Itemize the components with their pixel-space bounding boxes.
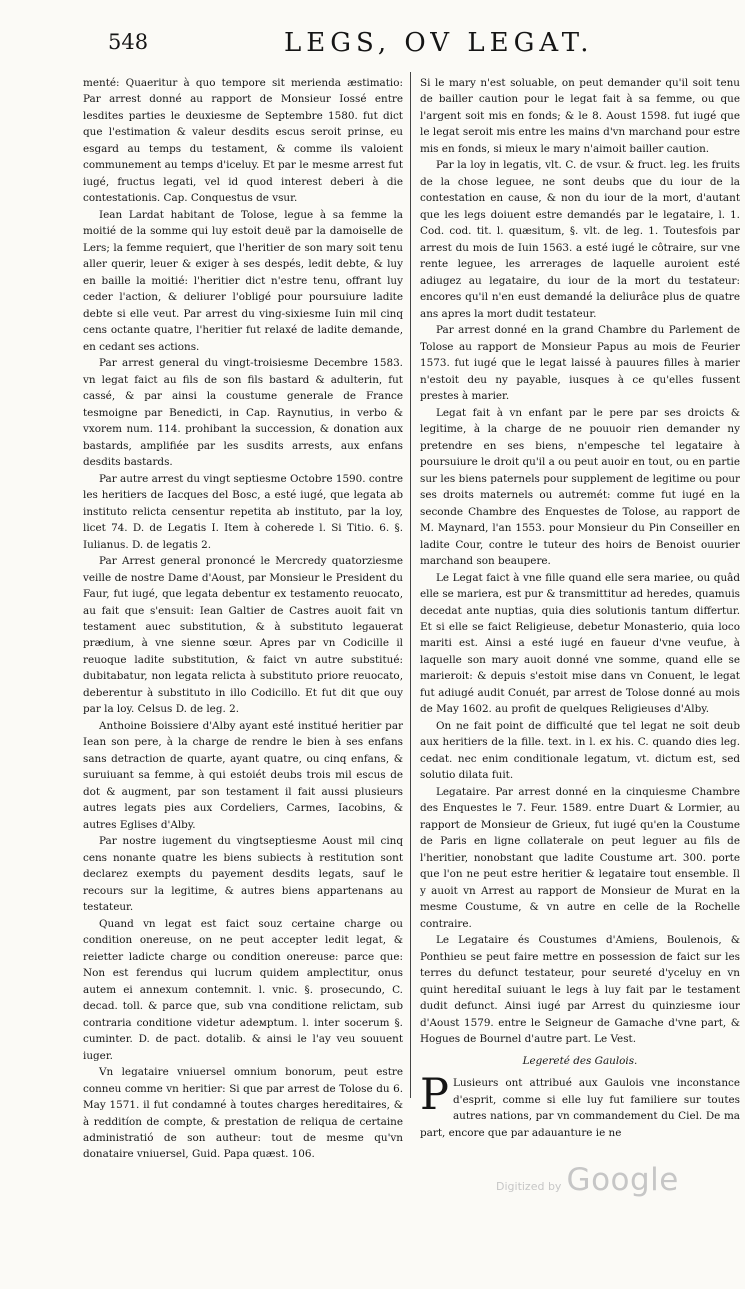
paragraph: Par arrest general du vingt-troisiesme Decembre 1583. vn legat faict au fils de son fils bastard & adulterin, fut cassé, & par ainsi la coustume generale de France tesmoigne par Benedicti, in Cap. Raynutius, in verbo & vxorem num. 114. prohibant la succession, & donation aux bastards, amplifiée par les susdits arrests, aux enfans desdits bastards.: [83, 357, 403, 469]
paragraph: Vn legataire vniuersel omnium bonorum, peut estre conneu comme vn heritier: Si que par arrest de Tolose du 6. May 1571. il fut condamné à toutes charges hereditaires, & à redditíon de compte, & prestation de reliqua de certaine administratió de son autheur: tout de mesme qu'vn donataire vniuersel, Guid. Papa quæst. 106.: [83, 1066, 403, 1161]
paragraph: Quand vn legat est faict souz certaine charge ou condition onereuse, on ne peut accepter ledit legat, & reietter ladicte charge ou condition onereuse: parce que: Non est ferendus qui lucrum quidem amplectitur, onus autem ei annexum contemnit. l. vnic. §. prosecundo, C. decad. toll. & parce que, sub vna conditione relictam, sub contraria conditione videtur adeмptum. l. inter socerum §. cuminter. D. de pact. dotalib. & ainsi le l'ay veu souuent iuger.: [83, 917, 403, 1062]
paragraph: Par la loy in legatis, vlt. C. de vsur. & fruct. leg. les fruits de la chose leguee, ne sont deubs que du iour de la contestation en cause, & non du iour de la mort, d'autant que les legs doiuent estre demandés par le legataire, l. 1. Cod. cod. tit. l. quæsitum, §. vlt. de leg. 1. Toutesfois par arrest du mois de Iuin 1563. a esté iugé le côtraire, sur vne rente leguee, les arrerages de laquelle auroient esté adiugez au legataire, du iour de la mort du testateur: encores qu'il n'en eust demandé la deliurâce plus de quatre ans apres la mort dudit testateur.: [420, 159, 740, 320]
paragraph: On ne fait point de difficulté que tel legat ne soit deub aux heritiers de la fille. text. in l. ex his. C. quando dies leg. cedat. nec enim conditionale legatum, vt. dictum est, sed solutio dilata fuit.: [420, 719, 740, 782]
left-column: [83, 75, 403, 1163]
paragraph: Le Legataire és Coustumes d'Amiens, Boulenois, & Ponthieu se peut faire mettre en possession de faict sur les terres du defunct testateur, pour seureté d'yceluy en vn quint hereditaI suiuant le legs à luy fait par le testament dudit defunct. Ainsi iugé par Arrest du quinziesme iour d'Aoust 1579. entre le Seigneur de Gamache d'vne part, & Hogues de Bournel d'autre part. Le Vest.: [420, 934, 740, 1046]
paragraph: Legataire. Par arrest donné en la cinquiesme Chambre des Enquestes le 7. Feur. 1589. entre Duart & Lormier, au rapport de Monsieur de Grieux, fut iugé qu'en la Coustume de Paris en ligne collaterale on peut leguer au fils de l'heritier, nonobstant que ladite Coustume art. 300. porte que l'on ne peut estre heritier & legataire tout ensemble. Il y auoit vn Arrest au rapport de Monsieur de Murat en la mesme Coustume, & vn autre en celle de la Rochelle contraire.: [420, 785, 740, 930]
paragraph: menté: Quaeritur à quo tempore sit meriendа æstimatio: Par arrest donné au rapport de Monsieur Iossé entre lesdites parties le deuxiesme de Septembre 1580. fut dict que l'estimation & valeur desdits escus seroit prinse, eu esgard au temps du testament, & comme ils valoient communement au temps d'iceluy. Et par le mesme arrest fut iugé, fructus legati, vel id quod interest deberi à die contestationis. Cap. Conquestus de vsur.: [83, 77, 403, 205]
paragraph: Par nostre iugement du vingtseptiesme Aoust mil cinq cens nonante quatre les biens subiects à restitution sont declarez exempts du payement desdits legats, sauf le recours sur la legitime, & autres biens appartenans au testateur.: [83, 835, 403, 914]
digitized-watermark: [496, 1162, 679, 1198]
paragraph: Par Arrest general prononcé le Mercredy quatorziesme veille de nostre Dame d'Aoust, par Monsieur le President du Faur, fut iugé, que legata debentur ex testamento reuocato, au fait que s'ensuit: Iean Galtier de Castres auoit fait vn testament auec substitution, & à substituto legauerat prædium, à vne sienne sœur. Apres par vn Codicille il reuoque ladite substitution, & faict vn autre substitué: dubitabatur, non legata relicta à substituto priore reuocato, deberentur à substituto in illo Codicillo. Et fut dit que ouy par la loy. Celsus D. de leg. 2.: [83, 555, 403, 716]
running-head: LEGS, OV LEGAT.: [284, 28, 594, 58]
google-logo: Google: [566, 1162, 679, 1198]
paragraph-text: Lusieurs ont attribué aux Gaulois vne inconstance d'esprit, comme si elle luy fut familiere sur toutes autres nations, par vn commandement du Ciel. De ma part, encore que par adauanture ie ne: [420, 1077, 740, 1139]
paragraph: Par autre arrest du vingt septiesme Octobre 1590. contre les heritiers de Iacques del Bosc, a esté iugé, que legata ab instituto relicta censentur repetita ab instituto, par la loy, licet 74. D. de Legatis I. Item à coherede l. Si Titio. 6. §. Iulianus. D. de legatis 2.: [83, 472, 403, 551]
watermark-prefix: Digitized by: [496, 1180, 562, 1193]
paragraph: Iean Lardat habitant de Tolose, legue à sa femme la moitié de la somme qui luy estoit deuë par la damoiselle de Lers; la femme requiert, que l'heritier de son mary soit tenu aller querir, leuer & exiger à ses despés, ledit debte, & luy en baille la moitié: l'heritier dict n'estre tenu, offrant luy ceder l'action, & deliurer l'obligé pour poursuiure ladite debte si elle veut. Par arrest du ving-sixiesme Iuin mil cinq cens octante quatre, l'heritier fut relaxé de ladite demande, en cedant ses actions.: [83, 208, 403, 353]
paragraph: Par arrest donné en la grand Chambre du Parlement de Tolose au rapport de Monsieur Papus au mois de Feurier 1573. fut iugé que le legat laissé à pauures filles à marier n'estoit deu ny payable, iusques à ce qu'elles fussent prestes à marier.: [420, 324, 740, 403]
column-divider: [410, 72, 411, 1098]
paragraph: Si le mary n'est soluable, on peut demander qu'il soit tenu de bailler caution pour le legat fait à sa femme, ou que l'argent soit mis en fonds; & le 8. Aoust 1598. fut iugé que le legat seroit mis entre les mains d'vn marchand pour estre mis en fonds, si mieux le mary n'aimoit bailler caution.: [420, 77, 740, 155]
paragraph: Anthoine Boissiere d'Alby ayant esté institué heritier par Iean son pere, à la charge de rendre le bien à ses enfans sans detraction de quarte, ayant quatre, ou cinq enfans, & suruiuant sa femme, à qui estoiét deubs trois mil escus de dot & augment, par son testament il fait aussi plusieurs autres legats pies aux Cordeliers, Carmes, Iacobins, & autres Eglises d'Alby.: [83, 719, 403, 831]
page-number: 548: [108, 30, 149, 54]
final-paragraph: [420, 1070, 740, 1141]
right-column: [420, 75, 740, 1141]
paragraph: Legat fait à vn enfant par le pere par ses droicts & legitime, à la charge de ne pouuoir rien demander ny pretendre en ses biens, n'empesche tel legataire à poursuiure le droit qu'il a ou peut auoir en tout, ou en partie sur les biens paternels pour supplement de legitime ou pour ses droits maternels ou autremét: comme fut iugé en la seconde Chambre des Enquestes de Tolose, au rapport de M. Maynard, l'an 1553. pour Monsieur du Pin Conseiller en ladite Cour, contre le tuteur des hoirs de Benoist ouurier marchand son beaupere.: [420, 406, 740, 568]
paragraph: Le Legat faict à vne fille quand elle sera mariee, ou quâd elle se mariera, est pur & transmittitur ad heredes, quamuis decedat ante nuptias, quia dies solutionis tantum differtur. Et si elle se faict Religieuse, debetur Monasterio, quia loco mariti est. Ainsi a esté iugé en faueur d'vne veufue, à laquelle son mary auoit donné vne somme, quand elle se marieroit: & depuis s'estoit mise dans vn Conuent, le legat fut adiugé audit Conuét, par arrest de Tolose donné au mois de May 1602. au profit de quelques Religieuses d'Alby.: [420, 571, 740, 716]
drop-cap: P: [420, 1070, 449, 1121]
page-header: [0, 28, 745, 68]
section-heading: Legereté des Gaulois.: [522, 1054, 638, 1067]
